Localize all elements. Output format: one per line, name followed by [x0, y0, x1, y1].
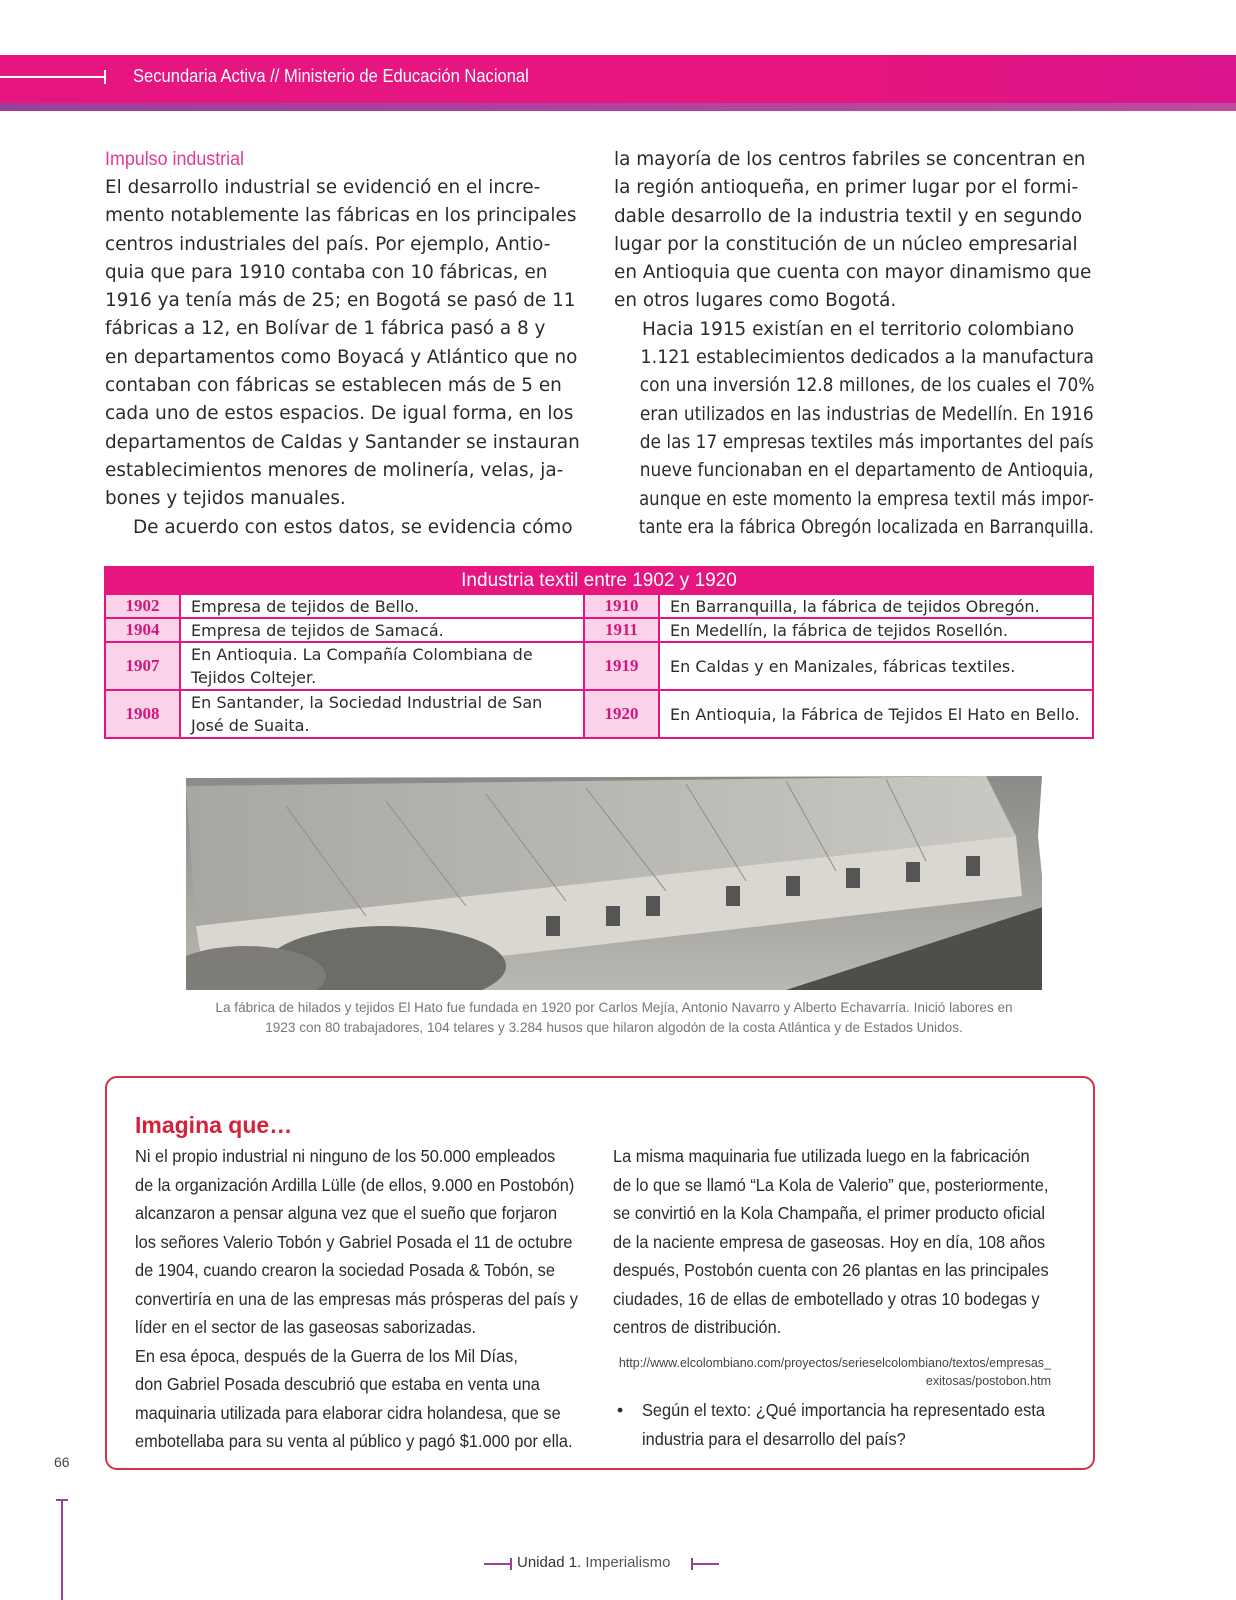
box-text-line: se convirtió en la Kola Champaña, el primer producto oficial: [613, 1203, 1046, 1223]
text-line: cada uno de estos espacios. De igual forma, en los: [105, 403, 574, 425]
box-text-line: En esa época, después de la Guerra de los Mil Días,: [135, 1345, 518, 1366]
box-text-line: de la naciente empresa de gaseosas. Hoy en día, 108 años: [613, 1231, 1046, 1252]
source-url-line-1: http://www.elcolombiano.com/proyectos/serieselcolombiano/textos/empresas_: [618, 1356, 1051, 1370]
source-url[interactable]: [613, 1354, 1051, 1390]
box-text-line: Ni el propio industrial ni ninguno de los 50.000 empleados: [135, 1146, 556, 1166]
year-cell: 1920: [585, 691, 660, 737]
caption-line-1: La fábrica de hilados y tejidos El Hato fue fundada en 1920 por Carlos Mejía, Antonio Navarro y Alberto Echavarría. Inició labores en: [215, 1000, 1013, 1015]
year-cell: 1907: [106, 643, 181, 689]
text-line: nueve funcionaban en el departamento de Antioquia,: [639, 460, 1094, 482]
text-line: en departamentos como Boyacá y Atlántico que no: [105, 346, 578, 368]
event-cell: En Antioquia, la Fábrica de Tejidos El Hato en Bello.: [670, 704, 1080, 724]
event-cell: En Antioquia. La Compañía Colombiana de Tejidos Coltejer.: [181, 643, 585, 689]
text-line: bones y tejidos manuales.: [105, 488, 346, 510]
imagina-que-box: [105, 1076, 1095, 1470]
factory-photo: [186, 776, 1042, 990]
table-row: [106, 689, 1092, 737]
question-line-2: industria para el desarrollo del país?: [642, 1428, 906, 1449]
caption-line-2: 1923 con 80 trabajadores, 104 telares y 3.284 husos que hilaron algodón de la costa Atlántica y de Estados Unidos.: [265, 1020, 963, 1035]
left-paragraph-2: De acuerdo con estos datos, se evidencia cómo: [133, 516, 573, 538]
box-heading: Imagina que…: [135, 1112, 293, 1138]
text-line: con una inversión 12.8 millones, de los cuales el 70%: [639, 375, 1095, 397]
text-line: aunque en este momento la empresa textil más impor-: [639, 488, 1094, 510]
box-text-line: de la organización Ardilla Lülle (de ellos, 9.000 en Postobón): [135, 1174, 575, 1195]
box-right-column: [613, 1142, 1068, 1342]
side-marker-line: [61, 1500, 63, 1600]
year-cell: 1904: [106, 619, 181, 641]
box-text-line: convertiría en una de las empresas más prósperas del país y: [135, 1288, 578, 1309]
section-heading: Impulso industrial: [105, 149, 244, 170]
box-text-line: de lo que se llamó “La Kola de Valerio” que, posteriormente,: [613, 1174, 1049, 1195]
question-line-1: Según el texto: ¿Qué importancia ha representado esta: [642, 1400, 1045, 1420]
text-line: contaban con fábricas se establecen más de 5 en: [105, 375, 562, 397]
text-line: tante era la fábrica Obregón localizada en Barranquilla.: [638, 516, 1094, 538]
text-line: 1916 ya tenía más de 25; en Bogotá se pasó de 11: [105, 290, 576, 312]
text-line: en Antioquia que cuenta con mayor dinamismo que: [614, 262, 1092, 284]
source-url-line-2: exitosas/postobon.htm: [925, 1374, 1051, 1388]
text-line: establecimientos menores de molinería, velas, ja-: [105, 459, 564, 481]
text-line: departamentos de Caldas y Santander se instauran: [105, 431, 580, 453]
footer-label: [517, 1554, 670, 1571]
footer: [0, 1552, 1236, 1576]
text-line: El desarrollo industrial se evidenció en el incre-: [105, 177, 541, 198]
year-cell: 1910: [585, 595, 660, 617]
box-text-line: líder en el sector de las gaseosas saborizadas.: [135, 1317, 477, 1337]
photo-caption: [186, 998, 1042, 1038]
box-text-line: después, Postobón cuenta con 26 plantas en las principales: [613, 1260, 1049, 1280]
text-line: dable desarrollo de la industria textil y en segundo: [614, 205, 1083, 227]
text-line: fábricas a 12, en Bolívar de 1 fábrica pasó a 8 y: [105, 318, 546, 340]
question-item: [613, 1396, 1068, 1453]
text-line: de las 17 empresas textiles más importantes del país: [639, 431, 1094, 453]
header-title: Secundaria Activa // Ministerio de Educación Nacional: [133, 66, 529, 86]
event-cell: En Caldas y en Manizales, fábricas textiles.: [670, 656, 1016, 676]
event-cell: En Barranquilla, la fábrica de tejidos Obregón.: [670, 596, 1040, 616]
footer-rule-right: [691, 1563, 719, 1565]
right-column: [614, 146, 1094, 542]
box-text-line: La misma maquinaria fue utilizada luego en la fabricación: [613, 1146, 1030, 1166]
year-cell: 1902: [106, 595, 181, 617]
table-row: [106, 641, 1092, 689]
header-tick: [104, 70, 106, 84]
footer-unit: Unidad 1.: [517, 1554, 582, 1571]
table-row: [106, 617, 1092, 641]
box-left-column: [135, 1142, 590, 1456]
text-line: la región antioqueña, en primer lugar por el formi-: [614, 177, 1079, 199]
year-cell: 1908: [106, 691, 181, 737]
event-cell: En Medellín, la fábrica de tejidos Rosellón.: [670, 620, 1009, 640]
box-text-line: don Gabriel Posada descubrió que estaba en venta una: [135, 1374, 540, 1394]
table-row: [106, 593, 1092, 617]
text-line: mento notablemente las fábricas en los principales: [105, 205, 577, 227]
header-strip: [0, 103, 1236, 111]
left-column: [105, 146, 585, 542]
textile-industry-table: [104, 566, 1094, 739]
footer-rule-left: [484, 1563, 512, 1565]
text-line: lugar por la constitución de un núcleo empresarial: [614, 233, 1078, 255]
box-text-line: centros de distribución.: [613, 1317, 782, 1337]
box-text-line: embotellaba para su venta al público y pagó $1.000 por ella.: [135, 1431, 573, 1451]
page-number: 66: [54, 1454, 70, 1470]
text-line: la mayoría de los centros fabriles se concentran en: [614, 149, 1086, 170]
event-cell: Empresa de tejidos de Samacá.: [181, 619, 585, 641]
footer-topic: Imperialismo: [585, 1554, 671, 1571]
footer-tick-left: [510, 1558, 512, 1570]
year-cell: 1919: [585, 643, 660, 689]
event-cell: Empresa de tejidos de Bello.: [181, 595, 585, 617]
left-paragraph-1: [105, 174, 585, 514]
box-text-line: los señores Valerio Tobón y Gabriel Posada el 11 de octubre: [135, 1231, 573, 1252]
text-line: Hacia 1915 existían en el territorio colombiano: [642, 318, 1075, 340]
right-paragraph-2: [614, 316, 1094, 542]
text-line: en otros lugares como Bogotá.: [614, 290, 897, 312]
text-line: 1.121 establecimientos dedicados a la manufactura: [640, 347, 1094, 369]
footer-tick-right: [691, 1558, 693, 1570]
box-text-line: maquinaria utilizada para elaborar cidra holandesa, que se: [135, 1402, 561, 1423]
year-cell: 1911: [585, 619, 660, 641]
text-line: quia que para 1910 contaba con 10 fábricas, en: [105, 261, 548, 283]
box-text-line: de 1904, cuando crearon la sociedad Posada & Tobón, se: [135, 1260, 555, 1280]
text-line: centros industriales del país. Por ejemplo, Antio-: [105, 233, 551, 255]
event-cell: En Santander, la Sociedad Industrial de San José de Suaita.: [181, 691, 585, 737]
text-line: eran utilizados en las industrias de Medellín. En 1916: [639, 403, 1094, 425]
box-text-line: ciudades, 16 de ellas de embotellado y otras 10 bodegas y: [613, 1288, 1040, 1309]
header-rule: [0, 76, 105, 78]
bullet-icon: •: [617, 1400, 624, 1420]
table-title: Industria textil entre 1902 y 1920: [106, 568, 1092, 593]
right-paragraph-1: [614, 146, 1094, 316]
box-text-line: alcanzaron a pensar alguna vez que el sueño que forjaron: [135, 1203, 558, 1223]
